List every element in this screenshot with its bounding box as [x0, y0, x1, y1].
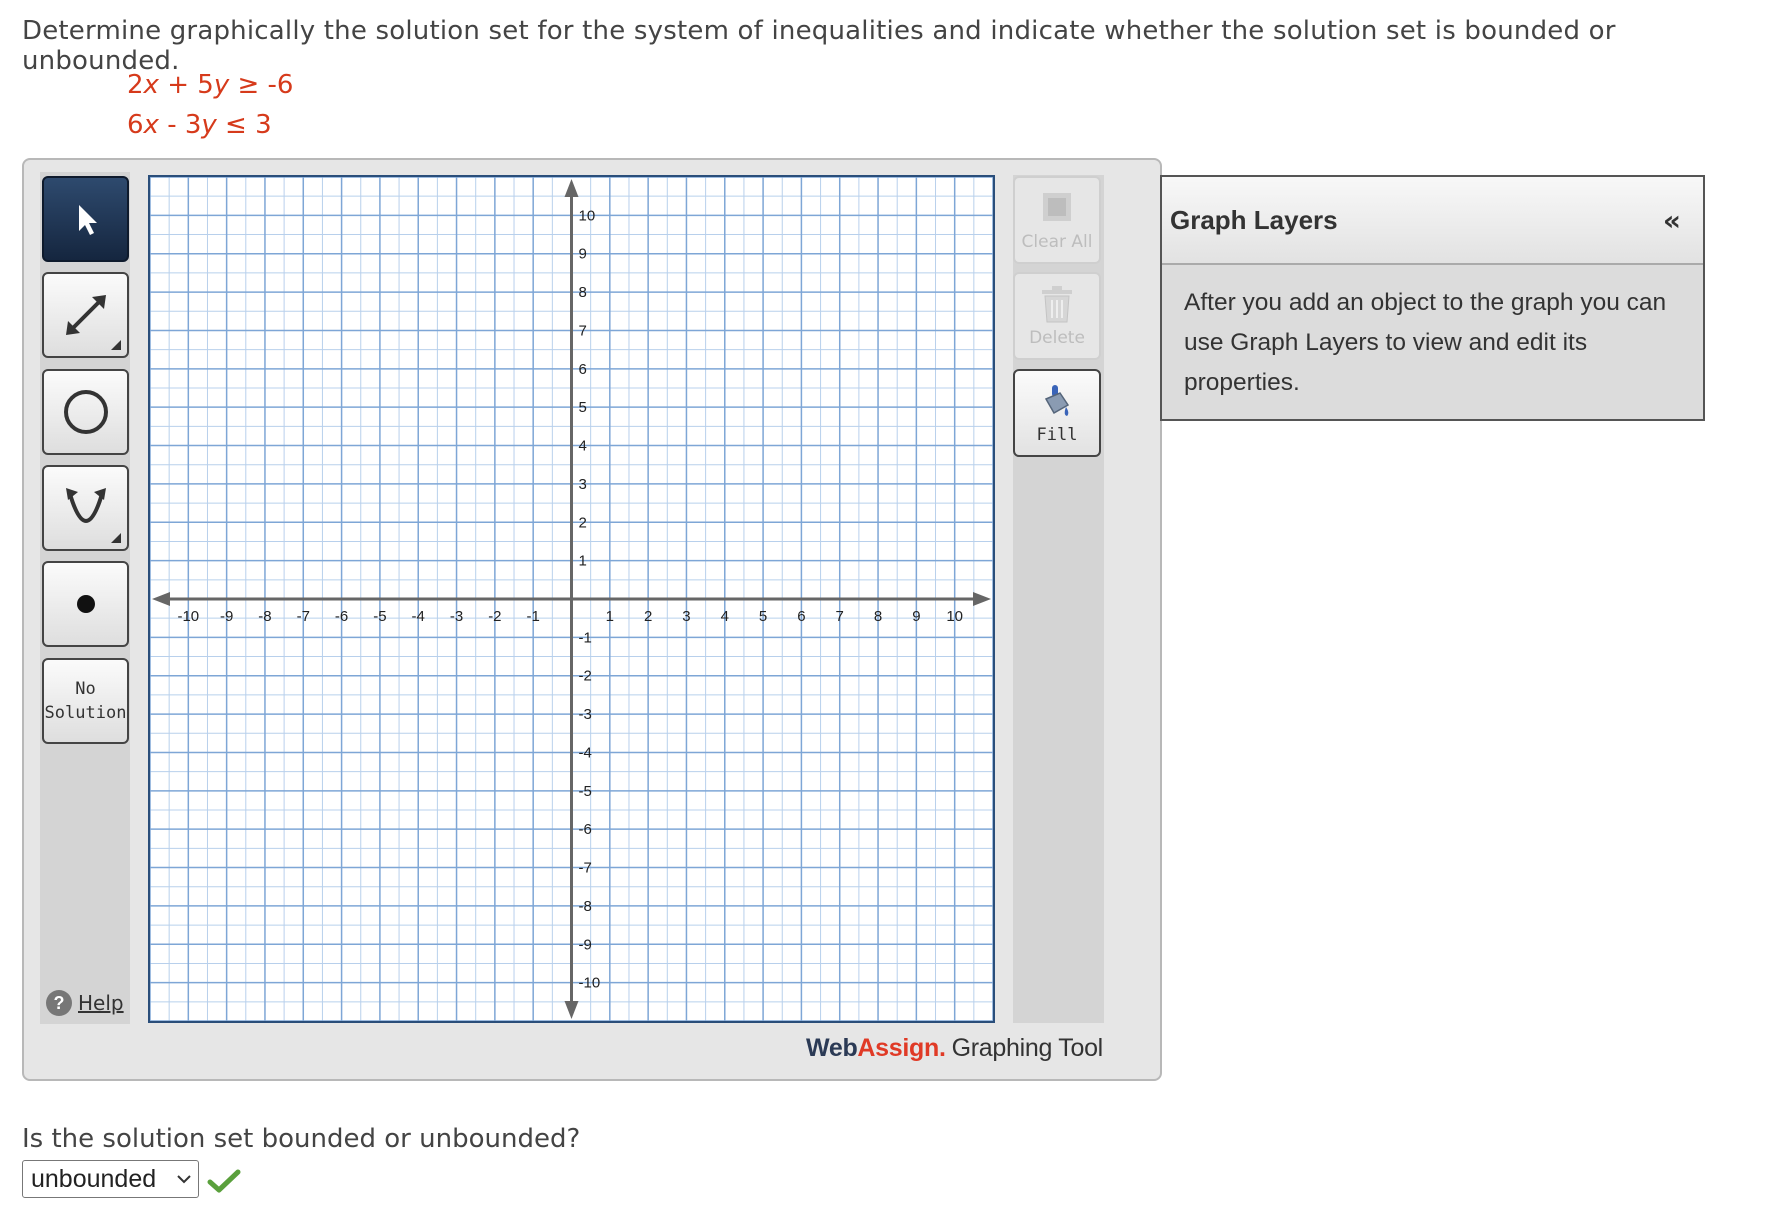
x-tick-label: 9	[912, 608, 921, 625]
x-tick-label: 6	[797, 608, 806, 625]
brand-web: Web	[806, 1034, 858, 1062]
ineq2-rhs: 3	[255, 110, 272, 140]
x-tick-label: 10	[946, 608, 964, 625]
no-solution-line1: No	[75, 679, 96, 699]
ineq2-rel: ≤	[216, 110, 256, 140]
correct-checkmark-icon	[207, 1168, 241, 1194]
ineq1-b: 5	[197, 70, 214, 100]
y-tick-label: -6	[578, 821, 592, 839]
x-tick-label: 1	[605, 608, 614, 625]
x-tick-label: 2	[643, 608, 653, 625]
y-tick-label: 10	[578, 207, 596, 225]
coordinate-plane[interactable]	[150, 177, 993, 1021]
webassign-logo	[806, 1034, 1103, 1063]
x-tick-label: 7	[835, 608, 844, 625]
y-tick-label: 2	[578, 514, 587, 532]
y-tick-label: 6	[578, 360, 587, 378]
y-tick-label: 4	[578, 437, 587, 455]
ineq2-b: 3	[184, 110, 202, 140]
brand-assign: Assign.	[857, 1034, 946, 1062]
clear-all-icon	[1040, 190, 1074, 224]
parabola-icon	[58, 480, 114, 536]
ineq1-rel: ≥	[229, 70, 268, 100]
no-solution-line2: Solution	[44, 703, 127, 723]
graph-layers-title: Graph Layers	[1170, 204, 1338, 235]
fill-button[interactable]	[1013, 369, 1101, 457]
ineq1-op: +	[158, 70, 198, 100]
line-tool-button[interactable]	[42, 272, 129, 358]
y-tick-label: -8	[578, 897, 592, 915]
trash-icon	[1040, 286, 1074, 324]
inequality-2	[127, 110, 272, 140]
y-tick-label: 1	[578, 552, 587, 570]
y-tick-label: -5	[578, 782, 592, 800]
y-axis-arrow-down	[565, 1001, 579, 1019]
y-tick-label: 3	[578, 475, 587, 493]
pointer-icon	[66, 199, 106, 239]
ineq2-op: -	[158, 110, 185, 140]
inequality-1	[127, 70, 293, 100]
graph-canvas[interactable]	[148, 175, 995, 1023]
x-tick-label: 5	[758, 608, 768, 625]
x-tick-label: -6	[334, 608, 349, 625]
parabola-tool-button[interactable]	[42, 465, 129, 551]
chevron-down-icon	[176, 1173, 192, 1185]
collapse-icon[interactable]: «	[1662, 203, 1681, 237]
bounded-select-value: unbounded	[31, 1164, 157, 1193]
parabola-tool-submenu-indicator	[111, 533, 121, 543]
bounded-question: Is the solution set bounded or unbounded?	[22, 1124, 581, 1154]
circle-tool-button[interactable]	[42, 369, 129, 455]
question-text: Determine graphically the solution set for the system of inequalities and indicate whether the solution set is bounded or unbounded.	[22, 16, 1616, 76]
y-axis-arrow-up	[565, 179, 579, 197]
clear-all-button	[1013, 176, 1101, 264]
x-tick-label: -8	[258, 608, 272, 625]
x-tick-label: -3	[449, 608, 464, 625]
point-tool-button[interactable]	[42, 561, 129, 647]
clear-all-label: Clear All	[1021, 232, 1093, 252]
x-tick-label: -1	[526, 608, 540, 625]
x-axis-arrow-left	[152, 592, 170, 606]
graph-layers-panel	[1160, 175, 1705, 421]
y-tick-label: 7	[578, 322, 587, 340]
help-label: Help	[78, 991, 124, 1015]
x-tick-label: -2	[488, 608, 502, 625]
x-tick-label: -7	[296, 608, 310, 625]
graph-layers-header	[1162, 177, 1703, 265]
y-tick-label: -1	[578, 629, 592, 647]
ineq2-a: 6	[127, 110, 144, 140]
help-icon: ?	[46, 990, 72, 1016]
y-tick-label: -9	[578, 936, 592, 954]
delete-button	[1013, 272, 1101, 360]
x-tick-label: 4	[720, 608, 729, 625]
y-tick-label: 9	[578, 245, 587, 263]
point-icon	[71, 589, 101, 619]
brand-tool: Graphing Tool	[951, 1034, 1103, 1062]
ineq2-x: x	[143, 110, 159, 140]
y-tick-label: 8	[578, 284, 587, 302]
ineq1-rhs: -6	[267, 70, 294, 100]
line-arrow-icon	[58, 287, 114, 343]
y-tick-label: -4	[578, 744, 592, 762]
x-tick-label: 8	[873, 608, 883, 625]
line-tool-submenu-indicator	[111, 340, 121, 350]
y-tick-label: 5	[578, 399, 587, 417]
bounded-select[interactable]	[22, 1160, 199, 1198]
fill-label: Fill	[1036, 425, 1078, 445]
y-tick-label: -3	[578, 706, 592, 724]
y-tick-label: -2	[578, 667, 592, 685]
paint-bucket-icon	[1040, 383, 1074, 419]
circle-icon	[61, 387, 111, 437]
pointer-tool-button[interactable]	[42, 176, 129, 262]
x-tick-label: -5	[373, 608, 387, 625]
ineq1-y: y	[213, 70, 230, 100]
y-tick-label: -10	[578, 974, 601, 992]
x-axis-arrow-right	[973, 592, 991, 606]
ineq1-x: x	[143, 70, 159, 100]
ineq1-a: 2	[127, 70, 144, 100]
no-solution-button[interactable]	[42, 658, 129, 744]
graph-layers-description: After you add an object to the graph you can use Graph Layers to view and edit its properties.	[1184, 289, 1667, 396]
x-tick-label: 3	[682, 608, 691, 625]
ineq2-y: y	[201, 110, 217, 140]
help-link[interactable]	[46, 990, 124, 1016]
x-tick-label: -4	[411, 608, 425, 625]
x-tick-label: -10	[177, 608, 200, 625]
delete-label: Delete	[1029, 328, 1085, 348]
y-tick-label: -7	[578, 859, 592, 877]
x-tick-label: -9	[219, 608, 234, 625]
